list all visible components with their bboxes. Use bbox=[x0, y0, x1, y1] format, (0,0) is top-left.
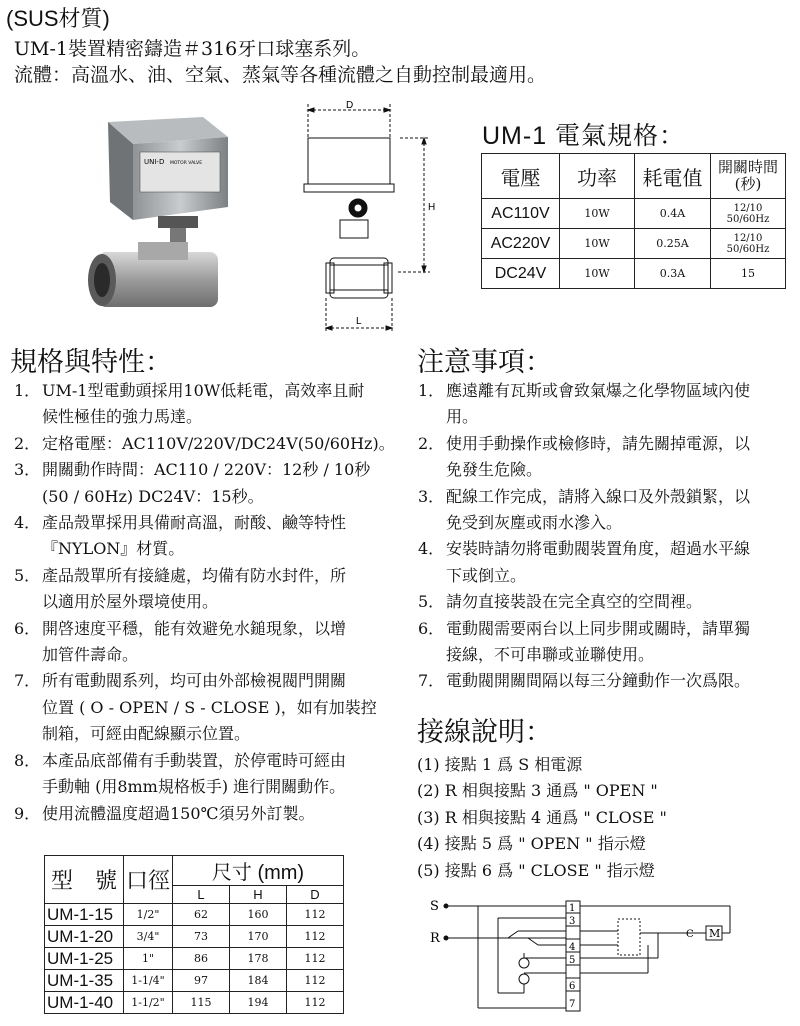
list-item: (5) 接點 6 爲 " CLOSE " 指示燈 bbox=[417, 860, 655, 880]
table-row bbox=[45, 992, 344, 1014]
item-text: 手動軸 (用8mm規格板手) 進行開關動作。 bbox=[42, 777, 346, 797]
d-cell: 112 bbox=[286, 948, 343, 970]
item-number: 5． bbox=[14, 565, 41, 585]
phase-r-label: R bbox=[430, 931, 440, 946]
bore-cell: 1" bbox=[124, 948, 173, 970]
list-item bbox=[14, 748, 404, 801]
item-number: 6． bbox=[418, 618, 445, 638]
item-text: 制箱，可經由配線顯示位置。 bbox=[42, 724, 251, 744]
item-number: 6． bbox=[14, 618, 41, 638]
col-d: D bbox=[286, 886, 343, 904]
list-item bbox=[418, 668, 793, 694]
list-item: (1) 接點 1 爲 S 相電源 bbox=[417, 755, 583, 774]
list-item bbox=[418, 484, 793, 537]
product-photo bbox=[78, 112, 233, 317]
time-line1: 12/10 bbox=[733, 232, 763, 244]
item-text: 位置 ( O - OPEN / S - CLOSE )，如有加裝控 bbox=[42, 697, 377, 717]
notes-title: 注意事項： bbox=[417, 347, 552, 377]
item-number: 4． bbox=[14, 513, 41, 533]
item-text: 免發生危險。 bbox=[446, 460, 543, 480]
electrical-table bbox=[481, 153, 786, 289]
h-cell: 184 bbox=[229, 970, 286, 992]
terminal-7: 7 bbox=[569, 999, 576, 1010]
col-h: H bbox=[229, 886, 286, 904]
list-item bbox=[418, 616, 793, 669]
current-cell: 0.4A bbox=[635, 199, 711, 229]
table-row bbox=[45, 926, 344, 948]
table-row bbox=[482, 229, 786, 259]
list-item: (2) R 相與接點 3 通爲 " OPEN " bbox=[417, 781, 658, 801]
terminal-1: 1 bbox=[569, 903, 576, 914]
d-cell: 112 bbox=[286, 992, 343, 1014]
time-cell: 15 bbox=[711, 259, 786, 289]
electrical-title: UM-1 電氣規格： bbox=[482, 122, 686, 150]
table-row bbox=[482, 199, 786, 229]
item-number: 2． bbox=[418, 433, 445, 453]
item-number: 7． bbox=[418, 671, 445, 691]
col-l: L bbox=[173, 886, 230, 904]
item-text: 應遠離有瓦斯或會致氣爆之化學物區域內使 bbox=[446, 381, 751, 400]
item-text: (50 / 60Hz) DC24V：15秒。 bbox=[42, 486, 264, 506]
bore-cell: 3/4" bbox=[124, 926, 173, 948]
h-cell: 178 bbox=[229, 948, 286, 970]
list-item bbox=[14, 457, 404, 510]
item-text: 產品殼單採用具備耐高溫，耐酸、鹼等特性 bbox=[42, 513, 347, 533]
notes-list bbox=[418, 378, 793, 695]
bore-cell: 1/2" bbox=[124, 904, 173, 926]
wiring-list bbox=[417, 752, 667, 884]
item-text: 所有電動閥系列，均可由外部檢視閥門開關 bbox=[42, 671, 347, 691]
list-item bbox=[418, 589, 793, 615]
l-cell: 115 bbox=[173, 992, 230, 1014]
specs-title: 規格與特性： bbox=[10, 347, 172, 377]
list-item: (4) 接點 5 爲 " OPEN " 指示燈 bbox=[417, 834, 646, 854]
label-brand: UNI-D bbox=[144, 158, 165, 166]
list-item bbox=[14, 668, 404, 747]
item-text: 用。 bbox=[446, 407, 479, 427]
wiring-title: 接線說明： bbox=[417, 717, 552, 747]
item-text: 候性極佳的強力馬達。 bbox=[42, 407, 203, 427]
dimensions-table bbox=[44, 855, 344, 1014]
item-text: 定格電壓：AC110V/220V/DC24V(50/60Hz)。 bbox=[42, 433, 395, 453]
item-text: 免受到灰塵或雨水滲入。 bbox=[446, 513, 623, 533]
table-row bbox=[45, 948, 344, 970]
col-power: 功率 bbox=[560, 154, 635, 199]
item-text: 使用手動操作或檢修時，請先關掉電源，以 bbox=[446, 433, 751, 453]
specs-list bbox=[14, 378, 404, 827]
time-line2: 50/60Hz bbox=[726, 213, 770, 225]
motor-label: M bbox=[709, 927, 721, 940]
col-voltage: 電壓 bbox=[482, 154, 560, 199]
item-number: 5． bbox=[418, 592, 445, 612]
bore-cell: 1-1/4" bbox=[124, 970, 173, 992]
item-text: 下或倒立。 bbox=[446, 565, 527, 585]
table-row bbox=[45, 904, 344, 926]
terminal-3: 3 bbox=[569, 916, 576, 927]
item-number: 7． bbox=[14, 671, 41, 691]
item-number: 1． bbox=[14, 381, 41, 400]
list-item: (3) R 相與接點 4 通爲 " CLOSE " bbox=[417, 807, 667, 827]
model-cell: UM-1-15 bbox=[45, 904, 124, 926]
col-switch-time bbox=[711, 154, 786, 199]
terminal-6: 6 bbox=[569, 981, 576, 992]
list-item bbox=[14, 801, 404, 827]
l-cell: 86 bbox=[173, 948, 230, 970]
col-size: 尺寸 (mm) bbox=[173, 856, 344, 886]
table-row bbox=[45, 970, 344, 992]
l-cell: 73 bbox=[173, 926, 230, 948]
dim-h-label: H bbox=[428, 202, 436, 213]
h-cell: 170 bbox=[229, 926, 286, 948]
phase-s-label: S bbox=[430, 899, 439, 914]
item-text: 『NYLON』材質。 bbox=[42, 539, 185, 559]
item-text: 請勿直接裝設在完全真空的空間裡。 bbox=[446, 592, 703, 612]
item-text: 加管件壽命。 bbox=[42, 645, 139, 665]
time-cell bbox=[711, 199, 786, 229]
list-item bbox=[14, 510, 404, 563]
item-text: 安裝時請勿將電動閥裝置角度，超過水平線 bbox=[446, 539, 751, 559]
current-cell: 0.25A bbox=[635, 229, 711, 259]
power-cell: 10W bbox=[560, 259, 635, 289]
voltage-cell: DC24V bbox=[482, 259, 560, 289]
wiring-diagram bbox=[418, 893, 738, 1023]
d-cell: 112 bbox=[286, 904, 343, 926]
label-text: MOTOR VALVE bbox=[170, 161, 203, 166]
d-cell: 112 bbox=[286, 970, 343, 992]
item-text: 使用流體溫度超過150℃須另外訂製。 bbox=[42, 803, 315, 823]
dim-d-label: D bbox=[346, 100, 354, 111]
list-item bbox=[418, 536, 793, 589]
col-switch-time-label: 開關時間 bbox=[717, 158, 778, 176]
l-cell: 97 bbox=[173, 970, 230, 992]
list-item bbox=[14, 378, 404, 431]
item-text: 開啓速度平穩，能有效避免水鎚現象，以增 bbox=[42, 618, 347, 638]
model-cell: UM-1-20 bbox=[45, 926, 124, 948]
current-cell: 0.3A bbox=[635, 259, 711, 289]
item-number: 8． bbox=[14, 750, 41, 770]
dim-l-label: L bbox=[356, 316, 362, 327]
item-text: 接線，不可串聯或並聯使用。 bbox=[446, 645, 655, 665]
time-line1: 12/10 bbox=[733, 202, 763, 214]
table-row bbox=[482, 259, 786, 289]
item-text: 電動閥需要兩台以上同步開或關時，請單獨 bbox=[446, 618, 751, 638]
terminal-4: 4 bbox=[569, 942, 576, 953]
bore-cell: 1-1/2" bbox=[124, 992, 173, 1014]
item-text: 電動閥開關間隔以每三分鐘動作一次爲限。 bbox=[446, 671, 751, 691]
col-model: 型 號 bbox=[45, 856, 124, 904]
item-number: 2． bbox=[14, 433, 41, 453]
item-number: 3． bbox=[14, 460, 41, 480]
list-item bbox=[14, 563, 404, 616]
power-cell: 10W bbox=[560, 199, 635, 229]
l-cell: 62 bbox=[173, 904, 230, 926]
d-cell: 112 bbox=[286, 926, 343, 948]
model-cell: UM-1-35 bbox=[45, 970, 124, 992]
material-heading: (SUS材質) bbox=[6, 6, 110, 31]
model-cell: UM-1-25 bbox=[45, 948, 124, 970]
item-number: 1． bbox=[418, 381, 445, 400]
item-text: 配線工作完成，請將入線口及外殼鎖緊，以 bbox=[446, 486, 751, 506]
list-item bbox=[418, 378, 793, 431]
col-switch-time-unit: (秒) bbox=[734, 175, 762, 193]
list-item bbox=[418, 431, 793, 484]
h-cell: 160 bbox=[229, 904, 286, 926]
dimension-drawing bbox=[290, 100, 440, 340]
item-text: 本產品底部備有手動裝置，於停電時可經由 bbox=[42, 750, 347, 770]
power-cell: 10W bbox=[560, 229, 635, 259]
item-text: UM-1型電動頭採用10W低耗電，高效率且耐 bbox=[42, 381, 365, 400]
voltage-cell: AC220V bbox=[482, 229, 560, 259]
item-text: 產品殼單所有接縫處，均備有防水封件，所 bbox=[42, 565, 347, 585]
series-description: UM-1裝置精密鑄造＃316牙口球塞系列。 bbox=[14, 38, 371, 60]
list-item bbox=[14, 431, 404, 457]
item-text: 開關動作時間：AC110 / 220V：12秒 / 10秒 bbox=[42, 460, 371, 480]
item-number: 9． bbox=[14, 803, 41, 823]
h-cell: 194 bbox=[229, 992, 286, 1014]
time-line2: 50/60Hz bbox=[726, 243, 770, 255]
model-cell: UM-1-40 bbox=[45, 992, 124, 1014]
voltage-cell: AC110V bbox=[482, 199, 560, 229]
list-item bbox=[14, 616, 404, 669]
item-text: 以適用於屋外環境使用。 bbox=[42, 592, 219, 612]
time-cell bbox=[711, 229, 786, 259]
col-current: 耗電值 bbox=[635, 154, 711, 199]
item-number: 4． bbox=[418, 539, 445, 559]
item-number: 3． bbox=[418, 486, 445, 506]
capacitor-label: C bbox=[686, 929, 694, 940]
col-bore: 口徑 bbox=[124, 856, 173, 904]
fluid-description: 流體：高溫水、油、空氣、蒸氣等各種流體之自動控制最適用。 bbox=[14, 64, 547, 86]
terminal-5: 5 bbox=[569, 955, 576, 966]
